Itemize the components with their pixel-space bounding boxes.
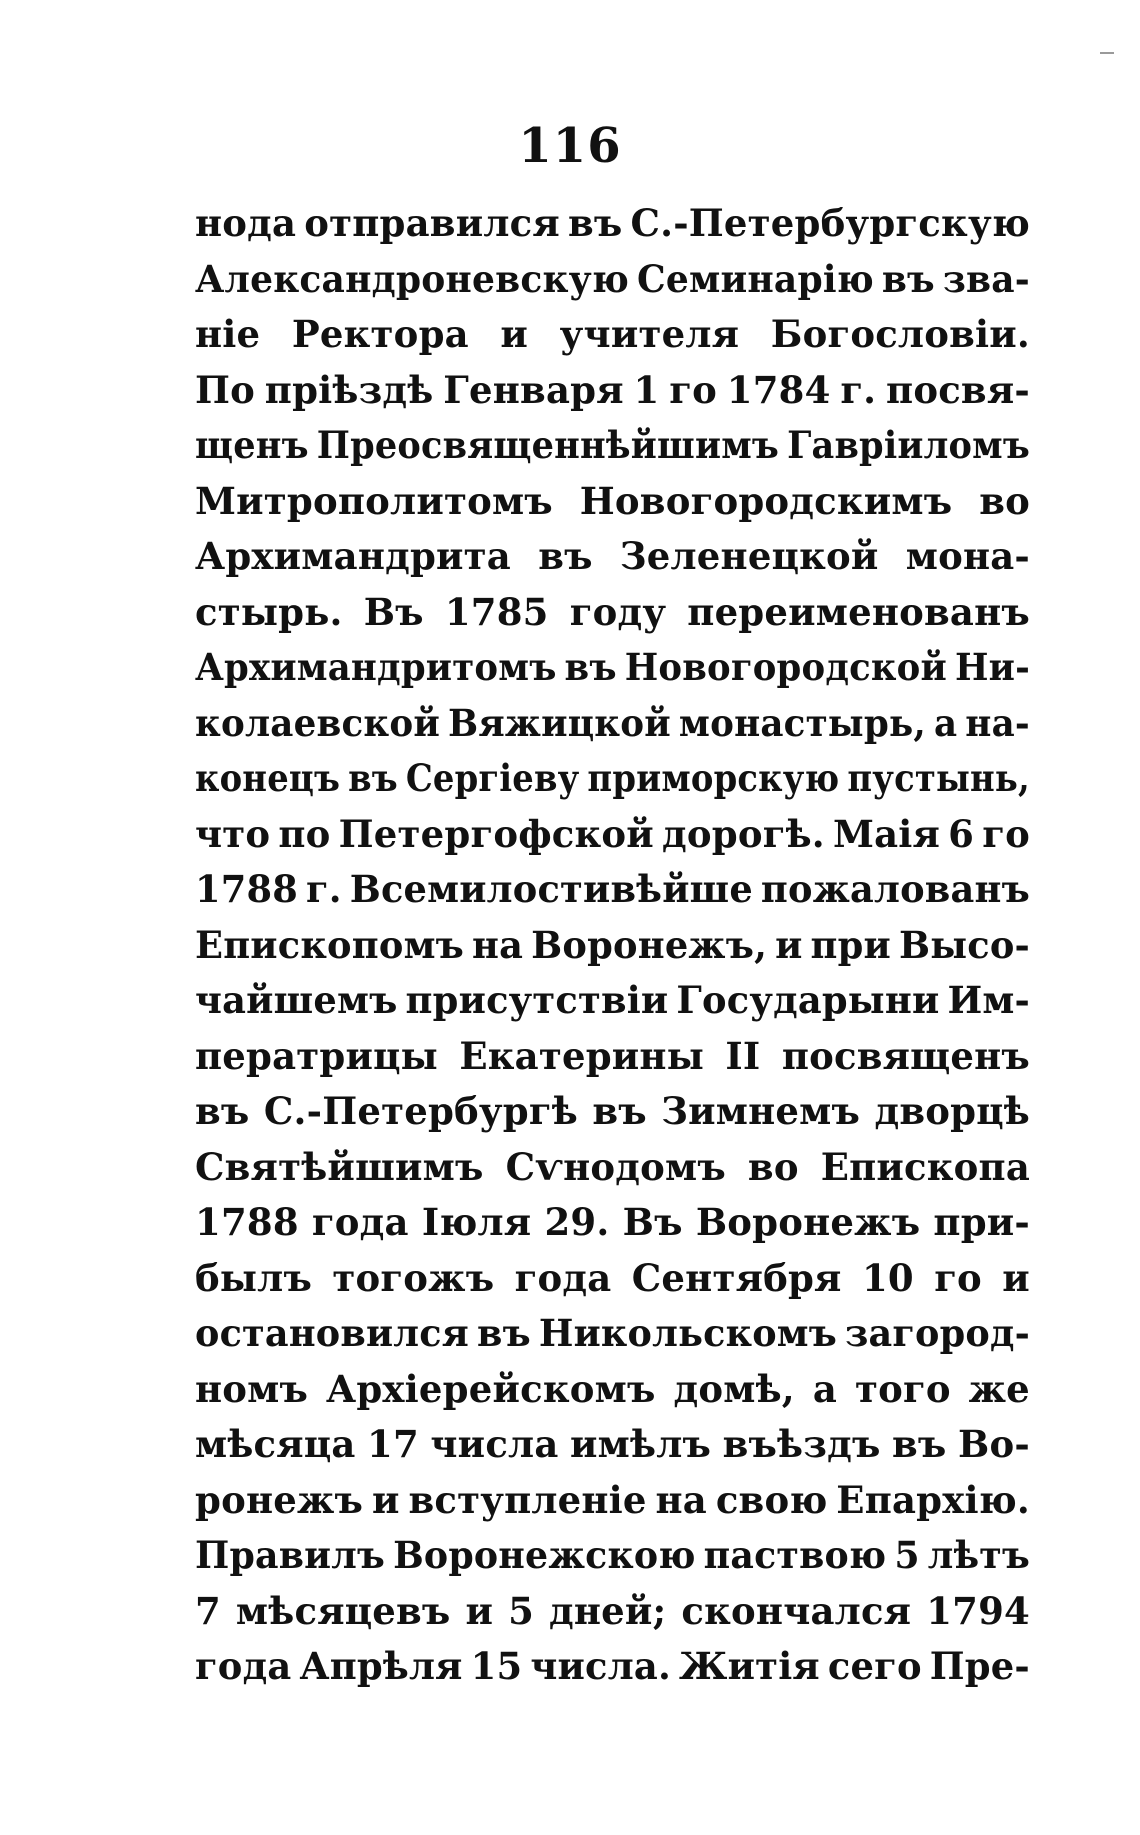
- word: го: [934, 1255, 982, 1300]
- word: Архіерейскомъ: [326, 1366, 656, 1411]
- word: Іюля: [421, 1200, 532, 1244]
- word: и: [500, 312, 529, 356]
- word: Новогородскимъ: [579, 478, 953, 523]
- word: номъ: [195, 1366, 309, 1411]
- word: зва-: [942, 256, 1030, 301]
- text-line-20: [195, 1251, 1030, 1307]
- word: Высо-: [898, 922, 1030, 967]
- word: Петергофской: [338, 811, 654, 856]
- word: 1794: [926, 1588, 1030, 1633]
- word: Архимандрита: [195, 534, 511, 578]
- word: Пре-: [929, 1644, 1030, 1688]
- word: Всемилостивѣйше: [349, 867, 753, 911]
- text-line-23: [195, 1417, 1030, 1473]
- word: въ: [892, 1422, 947, 1466]
- word: пріѣздѣ: [264, 367, 434, 412]
- text-line-5: [195, 418, 1030, 474]
- word: Вяжицкой: [447, 700, 671, 745]
- text-line-12: [195, 807, 1030, 863]
- word: на: [655, 1477, 707, 1522]
- word: Епархію.: [836, 1477, 1030, 1522]
- word: колаевской: [195, 700, 440, 745]
- word: Генваря: [443, 367, 624, 412]
- word: 1788: [195, 1200, 299, 1244]
- word: го: [982, 811, 1030, 856]
- text-line-25: [195, 1528, 1030, 1584]
- text-line-15: [195, 973, 1030, 1029]
- word: г.: [306, 867, 342, 911]
- word: остановился: [195, 1311, 469, 1355]
- word: 1784: [726, 367, 831, 412]
- word: въ: [348, 756, 398, 800]
- word: Александроневскую: [195, 256, 630, 301]
- word: 5: [894, 1533, 920, 1577]
- text-line-17: [195, 1084, 1030, 1140]
- word: 1785: [444, 589, 549, 634]
- text-line-16: [195, 1029, 1030, 1085]
- text-line-6: [195, 474, 1030, 530]
- page-number: 116: [518, 118, 622, 174]
- word: Преосвященнѣйшимъ: [316, 423, 780, 467]
- word: загород-: [845, 1311, 1030, 1355]
- text-line-11: [195, 751, 1030, 807]
- word: го: [669, 367, 717, 412]
- text-line-7: [195, 529, 1030, 585]
- word: г.: [840, 367, 877, 412]
- word: посвященъ: [781, 1033, 1030, 1078]
- word: Архимандритомъ: [195, 645, 557, 689]
- word: Епископа: [820, 1144, 1030, 1189]
- text-line-22: [195, 1362, 1030, 1418]
- word: 17: [367, 1422, 419, 1466]
- text-line-26: [195, 1584, 1030, 1640]
- word: II: [725, 1033, 761, 1078]
- word: по: [278, 811, 331, 856]
- word: присутствіи: [405, 978, 669, 1022]
- word: а: [812, 1366, 838, 1411]
- word: на: [472, 922, 524, 967]
- text-line-24: [195, 1473, 1030, 1529]
- word: домѣ,: [673, 1366, 795, 1411]
- word: 5: [508, 1588, 535, 1633]
- word: во: [747, 1144, 799, 1189]
- word: дворцѣ: [874, 1089, 1030, 1133]
- word: году: [569, 589, 667, 634]
- word: свою: [715, 1477, 828, 1522]
- word: Сергіеву: [405, 756, 580, 800]
- word: Зеленецкой: [619, 534, 879, 578]
- word: стырь.: [195, 589, 343, 634]
- text-line-19: [195, 1195, 1030, 1251]
- word: Во-: [958, 1422, 1030, 1466]
- word: же: [968, 1366, 1030, 1411]
- word: того: [854, 1366, 951, 1411]
- word: года: [195, 1644, 292, 1688]
- word: чайшемъ: [195, 978, 398, 1022]
- word: 6: [948, 811, 975, 856]
- word: въ: [881, 256, 935, 301]
- word: 10: [861, 1255, 914, 1300]
- word: Государыни: [676, 978, 940, 1022]
- word: а: [933, 700, 958, 745]
- word: въ: [567, 201, 623, 245]
- word: мона-: [905, 534, 1030, 578]
- word: пожалованъ: [760, 867, 1030, 911]
- word: 1788: [195, 867, 299, 911]
- word: 15: [470, 1644, 523, 1688]
- word: Воронежскою: [393, 1533, 696, 1577]
- word: и: [1002, 1255, 1030, 1300]
- word: и: [775, 922, 803, 967]
- word: что: [195, 811, 271, 856]
- word: Маія: [832, 811, 941, 856]
- word: учителя: [559, 312, 740, 356]
- word: паствою: [703, 1533, 887, 1577]
- word: Воронежъ: [695, 1200, 921, 1244]
- text-line-18: [195, 1140, 1030, 1196]
- word: Екатерины: [459, 1033, 704, 1078]
- word: Ни-: [954, 645, 1030, 689]
- text-line-1: [195, 196, 1030, 252]
- text-line-4: [195, 363, 1030, 419]
- word: С.-Петербургѣ: [263, 1089, 578, 1133]
- word: имѣлъ: [570, 1422, 712, 1466]
- word: скончался: [681, 1588, 912, 1633]
- text-line-27: [195, 1639, 1030, 1695]
- word: ніе: [195, 312, 261, 356]
- word: 1: [633, 367, 660, 412]
- word: во: [979, 478, 1030, 523]
- word: мѣсяца: [195, 1422, 356, 1466]
- word: сего: [827, 1644, 922, 1688]
- word: посвя-: [886, 367, 1030, 412]
- word: въ: [538, 534, 593, 578]
- word: отправился: [304, 201, 560, 245]
- word: года: [514, 1255, 612, 1300]
- word: въ: [564, 645, 617, 689]
- word: Никольскомъ: [538, 1311, 838, 1355]
- text-line-13: [195, 862, 1030, 918]
- word: дорогѣ.: [662, 811, 825, 856]
- word: Гавріиломъ: [787, 423, 1031, 467]
- word: приморскую: [587, 756, 840, 800]
- word: числа: [430, 1422, 559, 1466]
- word: 29.: [544, 1200, 610, 1244]
- word: при-: [933, 1200, 1030, 1244]
- word: Въ: [622, 1200, 683, 1244]
- word: Ректора: [291, 312, 469, 356]
- word: Воронежъ,: [531, 922, 768, 967]
- word: Житія: [679, 1644, 820, 1688]
- word: конецъ: [195, 756, 341, 800]
- word: Сѵнодомъ: [505, 1144, 726, 1189]
- word: Апрѣля: [299, 1644, 463, 1688]
- body-text: [195, 196, 1030, 1695]
- word: Новогородской: [624, 645, 947, 689]
- word: Богословіи.: [770, 312, 1030, 356]
- word: Семинарію: [637, 256, 874, 301]
- word: на-: [965, 700, 1030, 745]
- word: и: [371, 1477, 400, 1522]
- word: былъ: [195, 1255, 313, 1300]
- text-line-9: [195, 640, 1030, 696]
- word: мѣсяцевъ: [235, 1588, 451, 1633]
- word: нода: [195, 201, 297, 245]
- word: въ: [195, 1089, 250, 1133]
- word: По: [195, 367, 256, 412]
- word: Святѣйшимъ: [195, 1144, 484, 1189]
- word: С.-Петербургскую: [630, 201, 1030, 245]
- text-line-2: [195, 252, 1030, 308]
- word: тогожъ: [332, 1255, 495, 1300]
- word: Митрополитомъ: [195, 478, 553, 523]
- word: лѣтъ: [927, 1533, 1030, 1577]
- word: дней;: [549, 1588, 667, 1633]
- word: Им-: [947, 978, 1031, 1022]
- word: въ: [476, 1311, 531, 1355]
- word: Въ: [363, 589, 424, 634]
- text-line-3: [195, 307, 1030, 363]
- word: ронежъ: [195, 1477, 364, 1522]
- word: года: [311, 1200, 409, 1244]
- word: при: [810, 922, 891, 967]
- word: пустынь,: [847, 756, 1030, 800]
- word: Зимнемъ: [661, 1089, 861, 1133]
- word: монастырь,: [678, 700, 927, 745]
- word: вступленіе: [408, 1477, 647, 1522]
- word: и: [465, 1588, 494, 1633]
- word: Сентября: [631, 1255, 842, 1300]
- word: переименованъ: [687, 589, 1030, 634]
- margin-mark: [1100, 52, 1114, 54]
- word: ператрицы: [195, 1033, 438, 1078]
- word: 7: [195, 1588, 221, 1633]
- word: числа.: [530, 1644, 672, 1688]
- text-line-14: [195, 918, 1030, 974]
- word: Правилъ: [195, 1533, 386, 1577]
- text-line-21: [195, 1306, 1030, 1362]
- word: Епископомъ: [195, 922, 465, 967]
- word: въѣздъ: [722, 1422, 881, 1466]
- word: щенъ: [195, 423, 309, 467]
- text-line-8: [195, 585, 1030, 641]
- word: въ: [592, 1089, 647, 1133]
- text-line-10: [195, 696, 1030, 752]
